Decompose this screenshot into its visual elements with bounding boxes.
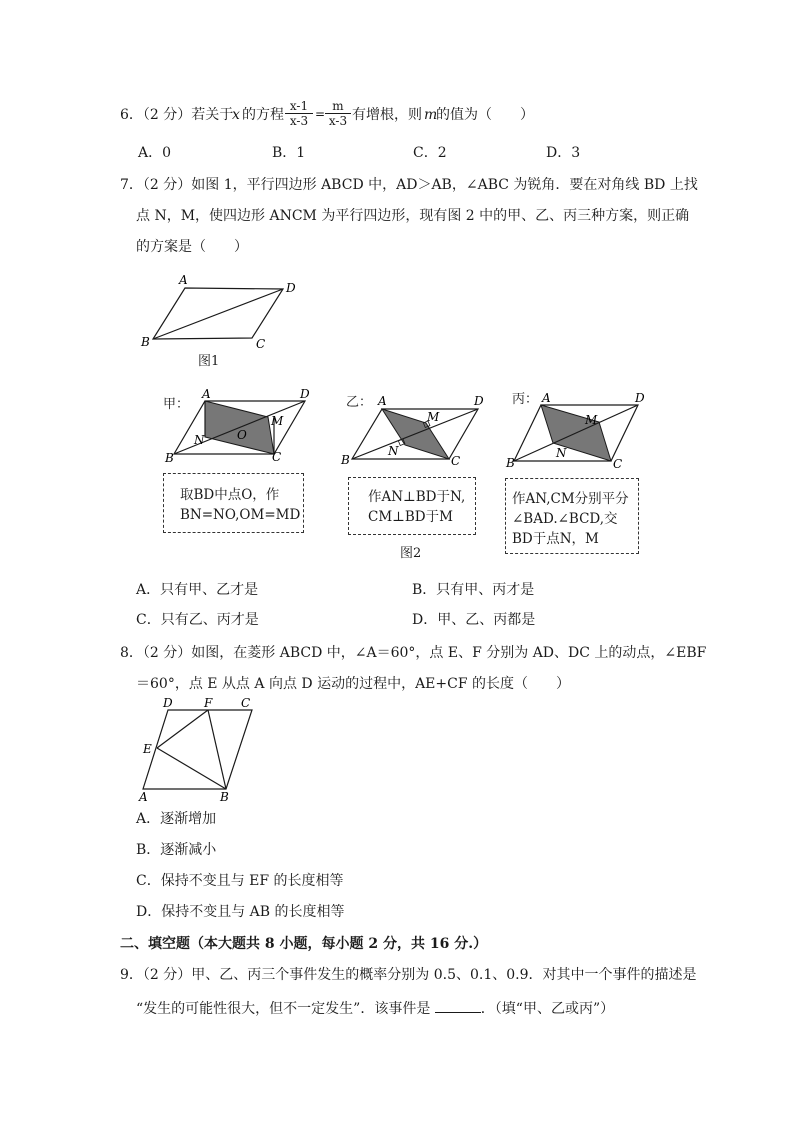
- q9-answer-blank[interactable]: [435, 1000, 481, 1013]
- fig1-label-b: B: [141, 335, 150, 349]
- fig1-label-d: D: [286, 281, 296, 295]
- q6-var-m: m: [424, 107, 438, 123]
- jia-label-a: A: [202, 387, 211, 401]
- q8-label-e: E: [143, 742, 152, 756]
- q9-line-2-start: “发生的可能性很大，但不一定发生”．该事件是: [136, 1001, 431, 1017]
- q6-prefix: 6．（2 分）若关于: [120, 107, 234, 123]
- q7-line-1: 7．（2 分）如图 1，平行四边形 ABCD 中，AD＞AB，∠ABC 为锐角．要在对角线 BD 上找: [120, 177, 698, 193]
- q8-line-2: ＝60°，点 E 从点 A 向点 D 运动的过程中，AE+CF 的长度（ ）: [136, 676, 571, 692]
- yi-label-d: D: [474, 394, 484, 408]
- figure-1-parallelogram: [136, 270, 316, 350]
- q6-frac2-numerator: m: [332, 99, 344, 113]
- q6-option-c: C．2: [413, 145, 447, 161]
- plan-bing-text-line-1: 作AN,CM分别平分: [512, 491, 629, 507]
- q7-line-3: 的方案是（ ）: [136, 239, 248, 255]
- bing-label-m: M: [585, 413, 598, 427]
- bing-label-a: A: [542, 391, 551, 405]
- yi-label-c: C: [451, 454, 461, 468]
- q7-option-c: C．只有乙、丙才是: [136, 612, 259, 628]
- q9-line-2: [136, 1000, 614, 1016]
- bing-label-n: N: [556, 446, 567, 460]
- q6-option-b: B．1: [272, 145, 306, 161]
- q7-option-a: A．只有甲、乙才是: [136, 582, 259, 598]
- section-2-title: 二、填空题（本大题共 8 小题，每小题 2 分，共 16 分.）: [120, 936, 488, 952]
- q6-frac1-numerator: x-1: [289, 99, 309, 113]
- q6-var-x: x: [232, 107, 240, 123]
- plan-yi-title: 乙：: [346, 395, 373, 410]
- plan-bing-text: [512, 489, 629, 549]
- yi-label-m: M: [427, 410, 440, 424]
- jia-label-m: M: [271, 414, 284, 428]
- q6-fraction-2: [325, 100, 351, 127]
- q8-label-a: A: [139, 790, 148, 804]
- q8-option-c: C．保持不变且与 EF 的长度相等: [136, 873, 344, 889]
- q6-end: 的值为（ ）: [436, 107, 534, 123]
- q9-line-1: 9．（2 分）甲、乙、丙三个事件发生的概率分别为 0.5、0.1、0.9．对其中一个事件的描述是: [120, 967, 697, 983]
- bing-label-c: C: [613, 457, 623, 471]
- question-8-rhombus-figure: [136, 695, 266, 805]
- fig1-label-a: A: [179, 273, 188, 287]
- jia-label-b: B: [165, 451, 174, 465]
- q6-option-a: A．0: [138, 145, 172, 161]
- q7-line-2: 点 N，M，使四边形 ANCM 为平行四边形，现有图 2 中的甲、乙、丙三种方案，则正确: [136, 208, 690, 224]
- q6-option-d: D．3: [546, 145, 581, 161]
- q8-option-b: B．逐渐减小: [136, 842, 217, 858]
- plan-jia-text-line-2: BN=NO,OM=MD: [180, 507, 301, 523]
- plan-bing-title: 丙：: [512, 392, 539, 407]
- yi-label-a: A: [378, 394, 387, 408]
- q6-mid: 的方程: [242, 107, 284, 123]
- plan-jia-title: 甲：: [163, 397, 190, 412]
- plan-bing-figure: [505, 386, 665, 472]
- jia-label-c: C: [272, 450, 282, 464]
- figure-2-caption: 图2: [400, 546, 422, 561]
- jia-label-o: O: [237, 428, 247, 442]
- jia-label-n: N: [194, 433, 205, 447]
- plan-jia-figure: [160, 385, 320, 465]
- jia-label-d: D: [300, 387, 310, 401]
- bing-label-d: D: [635, 391, 645, 405]
- plan-jia-text-line-1: 取BD中点O，作: [180, 487, 280, 503]
- q6-frac1-denominator: x-3: [289, 114, 309, 128]
- yi-label-b: B: [341, 453, 350, 467]
- q8-label-b: B: [220, 790, 229, 804]
- q8-label-f: F: [204, 696, 213, 710]
- q6-fraction-1: [285, 100, 313, 127]
- plan-yi-text: [368, 487, 465, 527]
- q8-option-a: A．逐渐增加: [136, 811, 217, 827]
- q9-line-2-end: ．（填“甲、乙或丙”）: [480, 1001, 615, 1017]
- q7-option-d: D．甲、乙、丙都是: [412, 612, 536, 628]
- q8-option-d: D．保持不变且与 AB 的长度相等: [136, 904, 345, 920]
- plan-bing-text-line-2: ∠BAD.∠BCD,交: [512, 511, 618, 527]
- q6-suffix: 有增根，则: [352, 107, 422, 123]
- q7-option-b: B．只有甲、丙才是: [412, 582, 535, 598]
- q8-label-d: D: [163, 696, 173, 710]
- plan-yi-text-line-2: CM⊥BD于M: [368, 509, 453, 525]
- plan-jia-text: [180, 485, 300, 525]
- figure-1-caption: 图1: [198, 354, 220, 369]
- yi-label-n: N: [388, 444, 399, 458]
- fig1-label-c: C: [256, 337, 266, 350]
- plan-yi-figure: [338, 388, 498, 470]
- q6-equals: =: [315, 107, 326, 121]
- plan-yi-text-line-1: 作AN⊥BD于N,: [368, 489, 466, 505]
- plan-bing-text-line-3: BD于点N，M: [512, 531, 599, 547]
- bing-label-b: B: [506, 456, 515, 470]
- q8-label-c: C: [241, 696, 251, 710]
- q6-frac2-denominator: x-3: [328, 114, 348, 128]
- q8-line-1: 8．（2 分）如图，在菱形 ABCD 中，∠A＝60°，点 E、F 分别为 AD、DC 上的动点，∠EBF: [120, 645, 707, 661]
